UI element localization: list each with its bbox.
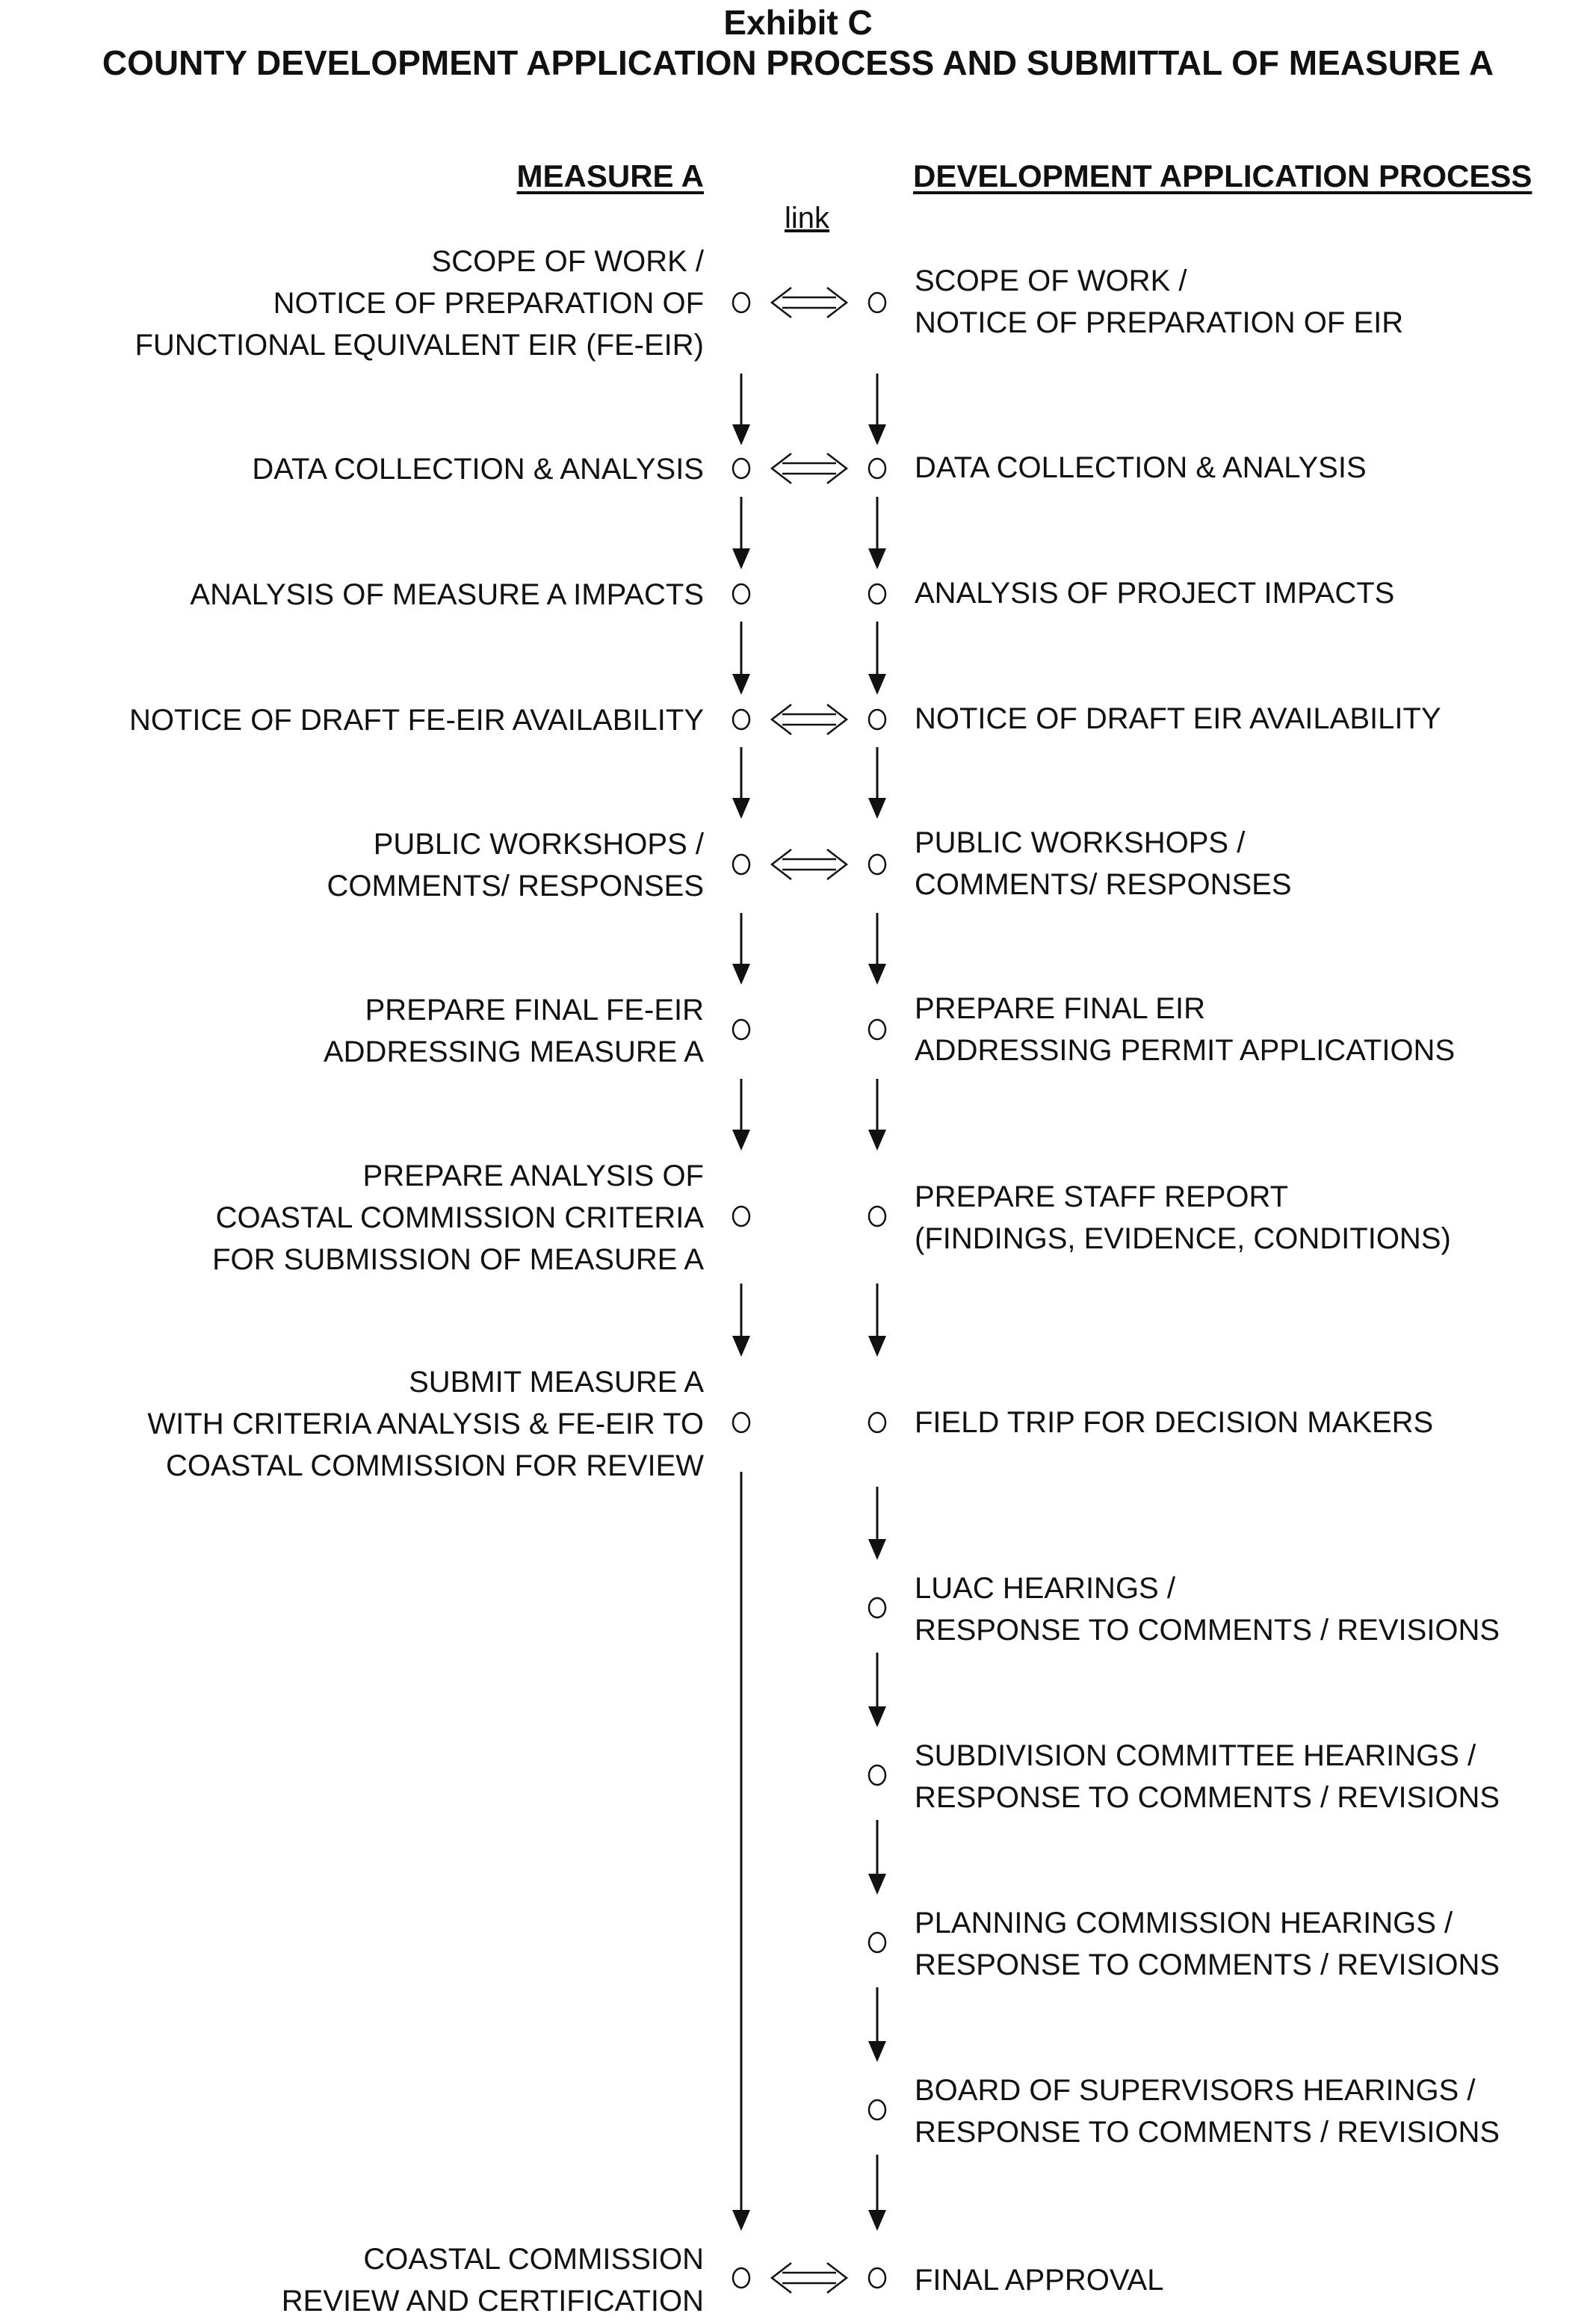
- down-arrow-icon: [868, 1820, 886, 1895]
- down-arrow-icon: [868, 1487, 886, 1560]
- down-arrow-icon: [868, 497, 886, 569]
- dev-node: [869, 2268, 885, 2288]
- measure-a-header: MEASURE A: [516, 158, 704, 194]
- dev-node: [869, 1207, 885, 1226]
- dev-node: [869, 710, 885, 729]
- down-arrow-icon: [732, 1472, 750, 2231]
- dev-step-board-hearings: BOARD OF SUPERVISORS HEARINGS / RESPONSE TO COMMENTS / REVISIONS: [915, 2074, 1500, 2149]
- measure-a-step-criteria-analysis: PREPARE ANALYSIS OF COASTAL COMMISSION CRITERIA FOR SUBMISSION OF MEASURE A: [212, 1160, 704, 1276]
- diagram-title: COUNTY DEVELOPMENT APPLICATION PROCESS AND SUBMITTAL OF MEASURE A: [102, 43, 1494, 82]
- dev-step-draft-availability: NOTICE OF DRAFT EIR AVAILABILITY: [915, 702, 1441, 735]
- down-arrow-icon: [868, 622, 886, 695]
- measure-a-node: [733, 293, 749, 312]
- dev-step-luac-hearings: LUAC HEARINGS / RESPONSE TO COMMENTS / REVISIONS: [915, 1572, 1500, 1647]
- measure-a-step-final-fe-eir: PREPARE FINAL FE-EIR ADDRESSING MEASURE A: [323, 994, 704, 1068]
- down-arrow-icon: [732, 622, 750, 695]
- dev-node: [869, 1413, 885, 1432]
- measure-a-flow-arrows: [732, 374, 750, 2231]
- down-arrow-icon: [868, 1079, 886, 1151]
- down-arrow-icon: [732, 747, 750, 819]
- measure-a-step-data-collection: DATA COLLECTION & ANALYSIS: [252, 453, 704, 486]
- exhibit-label: Exhibit C: [723, 3, 873, 42]
- measure-a-node: [733, 710, 749, 729]
- dev-step-final-eir: PREPARE FINAL EIR ADDRESSING PERMIT APPLICATIONS: [915, 992, 1456, 1067]
- measure-a-node: [733, 2268, 749, 2288]
- down-arrow-icon: [868, 2155, 886, 2231]
- dev-node: [869, 584, 885, 604]
- dev-node: [869, 459, 885, 478]
- link-double-arrow-icon: [772, 705, 847, 734]
- down-arrow-icon: [868, 1284, 886, 1357]
- dev-node: [869, 1598, 885, 1617]
- measure-a-node: [733, 1207, 749, 1226]
- dev-step-subdivision-hearings: SUBDIVISION COMMITTEE HEARINGS / RESPONSE TO COMMENTS / REVISIONS: [915, 1739, 1500, 1814]
- measure-a-step-scope-of-work: SCOPE OF WORK / NOTICE OF PREPARATION OF FUNCTIONAL EQUIVALENT EIR (FE-EIR): [134, 245, 704, 362]
- link-column-label: link: [785, 202, 830, 235]
- down-arrow-icon: [868, 374, 886, 445]
- down-arrow-icon: [868, 1987, 886, 2062]
- down-arrow-icon: [868, 913, 886, 985]
- dev-node: [869, 2100, 885, 2120]
- down-arrow-icon: [868, 747, 886, 819]
- measure-a-node: [733, 1020, 749, 1039]
- down-arrow-icon: [732, 497, 750, 569]
- measure-a-node: [733, 459, 749, 478]
- dev-step-final-approval: FINAL APPROVAL: [915, 2264, 1164, 2297]
- dev-step-data-collection: DATA COLLECTION & ANALYSIS: [915, 451, 1367, 484]
- measure-a-step-impact-analysis: ANALYSIS OF MEASURE A IMPACTS: [190, 578, 704, 611]
- dev-step-staff-report: PREPARE STAFF REPORT (FINDINGS, EVIDENCE, CONDITIONS): [915, 1180, 1451, 1255]
- link-double-arrow-icon: [772, 453, 847, 483]
- development-process-header: DEVELOPMENT APPLICATION PROCESS: [913, 158, 1532, 194]
- measure-a-node: [733, 855, 749, 874]
- dev-step-public-workshops: PUBLIC WORKSHOPS / COMMENTS/ RESPONSES: [915, 826, 1292, 901]
- dev-node: [869, 293, 885, 312]
- link-double-arrow-icon: [772, 2263, 847, 2293]
- down-arrow-icon: [732, 913, 750, 985]
- dev-step-scope-of-work: SCOPE OF WORK / NOTICE OF PREPARATION OF EIR: [915, 264, 1404, 339]
- link-arrows: [772, 288, 847, 2293]
- down-arrow-icon: [868, 1653, 886, 1727]
- down-arrow-icon: [732, 1079, 750, 1151]
- measure-a-step-coastal-certification: COASTAL COMMISSION REVIEW AND CERTIFICATION: [281, 2243, 704, 2318]
- measure-a-step-draft-availability: NOTICE OF DRAFT FE-EIR AVAILABILITY: [129, 704, 704, 737]
- measure-a-node: [733, 1413, 749, 1432]
- down-arrow-icon: [732, 374, 750, 445]
- dev-step-planning-hearings: PLANNING COMMISSION HEARINGS / RESPONSE TO COMMENTS / REVISIONS: [915, 1907, 1500, 1981]
- down-arrow-icon: [732, 1284, 750, 1357]
- measure-a-step-public-workshops: PUBLIC WORKSHOPS / COMMENTS/ RESPONSES: [327, 828, 704, 903]
- link-double-arrow-icon: [772, 849, 847, 879]
- measure-a-node: [733, 584, 749, 604]
- dev-step-field-trip: FIELD TRIP FOR DECISION MAKERS: [915, 1406, 1434, 1439]
- link-double-arrow-icon: [772, 288, 847, 318]
- dev-node: [869, 855, 885, 874]
- measure-a-step-submit: SUBMIT MEASURE A WITH CRITERIA ANALYSIS & FE-EIR TO COASTAL COMMISSION FOR REVIEW: [147, 1366, 704, 1482]
- dev-node: [869, 1933, 885, 1952]
- dev-node: [869, 1765, 885, 1785]
- dev-step-impact-analysis: ANALYSIS OF PROJECT IMPACTS: [915, 577, 1395, 610]
- dev-node: [869, 1020, 885, 1039]
